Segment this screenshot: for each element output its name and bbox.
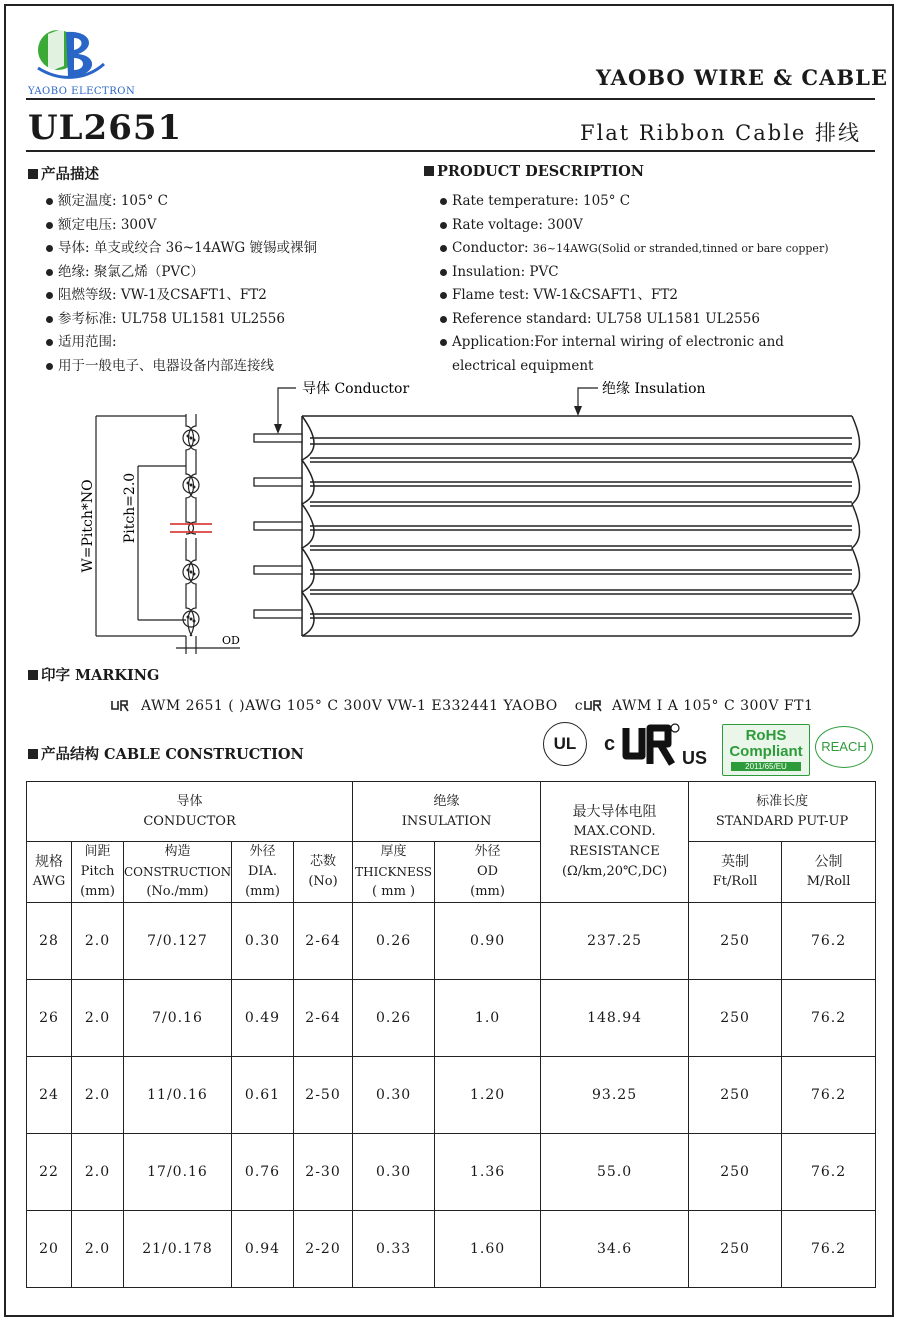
cell-od: 1.36 — [435, 1134, 541, 1211]
insulation-group-en: INSULATION — [401, 813, 492, 829]
square-bullet-icon — [28, 670, 38, 680]
construction-heading-text: 产品结构 CABLE CONSTRUCTION — [41, 746, 304, 763]
en-desc-heading — [424, 163, 644, 180]
cn-desc-text: 额定电压: 300V — [58, 216, 157, 233]
table-row — [27, 903, 876, 980]
cell-m-roll: 76.2 — [782, 1134, 876, 1211]
company-name: YAOBO WIRE & CABLE — [596, 65, 888, 90]
cn-desc-text: 参考标准: UL758 UL1581 UL2556 — [58, 310, 285, 327]
construction-heading — [28, 743, 304, 764]
col-header-m-roll — [782, 842, 876, 903]
bullet-icon — [46, 339, 53, 346]
bullet-icon — [440, 339, 447, 346]
cell-awg: 24 — [27, 1057, 72, 1134]
cell-dia: 0.94 — [232, 1211, 294, 1288]
col-cn: 英制 — [721, 854, 750, 870]
rohs-logo — [722, 724, 810, 776]
col-cn: 公制 — [814, 854, 843, 870]
cell-dia: 0.76 — [232, 1134, 294, 1211]
cn-desc-text: 导体: 单支或绞合 36~14AWG 镀锡或裸铜 — [58, 240, 317, 256]
cn-desc-text: 绝缘: 聚氯乙烯（PVC） — [58, 263, 205, 280]
rohs-compliant-text: Compliant — [729, 743, 803, 760]
cn-desc-item — [46, 331, 317, 355]
cell-pitch: 2.0 — [72, 1134, 124, 1211]
cell-awg: 26 — [27, 980, 72, 1057]
table-row — [27, 1057, 876, 1134]
conductor-group-cn: 导体 — [176, 793, 203, 809]
col-cn: 间距 — [84, 844, 111, 859]
cn-desc-text: 阻燃等级: VW-1及CSAFT1、FT2 — [58, 287, 267, 303]
bullet-icon — [46, 363, 53, 370]
col-header-construction — [124, 842, 232, 903]
break-marks — [170, 524, 212, 532]
col-unit: (mm) — [245, 884, 280, 899]
cn-desc-item — [46, 190, 317, 214]
cn-desc-list — [46, 190, 317, 378]
bullet-icon — [46, 269, 53, 276]
putup-en: STANDARD PUT-UP — [715, 813, 849, 829]
cell-dia: 0.61 — [232, 1057, 294, 1134]
od-label: OD — [222, 634, 240, 647]
col-unit: ( mm ) — [372, 884, 416, 899]
bullet-icon — [46, 292, 53, 299]
cell-thickness: 0.30 — [353, 1057, 435, 1134]
col-cn: 构造 — [164, 844, 191, 859]
bullet-icon — [440, 198, 447, 205]
cell-ft-roll: 250 — [689, 1211, 782, 1288]
cell-m-roll: 76.2 — [782, 980, 876, 1057]
col-header-dia — [232, 842, 294, 903]
cell-thickness: 0.33 — [353, 1211, 435, 1288]
rohs-directive-text: 2011/65/EU — [731, 762, 801, 771]
cell-m-roll: 76.2 — [782, 1211, 876, 1288]
en-desc-list — [440, 190, 829, 378]
col-cn: 芯数 — [310, 854, 337, 869]
col-header-awg — [27, 842, 72, 903]
cell-m-roll: 76.2 — [782, 1057, 876, 1134]
conductor-label: 导体 Conductor — [302, 381, 410, 397]
bullet-icon — [440, 222, 447, 229]
cell-construction: 7/0.127 — [124, 903, 232, 980]
conductor-ends — [254, 434, 302, 618]
en-desc-item — [440, 331, 829, 355]
en-desc-heading-text: PRODUCT DESCRIPTION — [437, 163, 645, 180]
cell-construction: 21/0.178 — [124, 1211, 232, 1288]
cn-desc-text: 用于一般电子、电器设备内部连接线 — [58, 357, 274, 374]
cell-cores: 2-50 — [294, 1057, 353, 1134]
cell-resistance: 148.94 — [541, 980, 689, 1057]
cell-thickness: 0.26 — [353, 980, 435, 1057]
conductor-detail: 36~14AWG(Solid or stranded,tinned or bare copper) — [532, 242, 829, 255]
bullet-icon — [46, 245, 53, 252]
model-number: UL2651 — [28, 108, 183, 148]
col-unit: (mm) — [470, 884, 505, 899]
cell-resistance: 34.6 — [541, 1211, 689, 1288]
square-bullet-icon — [28, 169, 38, 179]
insulation-label: 绝缘 Insulation — [602, 381, 706, 397]
cell-awg: 28 — [27, 903, 72, 980]
cell-pitch: 2.0 — [72, 980, 124, 1057]
col-en: OD — [477, 864, 499, 879]
cn-desc-item — [46, 261, 317, 285]
arrow-icon — [274, 424, 282, 434]
ul-listed-logo — [543, 722, 587, 766]
resistance-en1: MAX.COND. — [573, 824, 656, 839]
bullet-icon — [440, 292, 447, 299]
bullet-icon — [440, 269, 447, 276]
cn-desc-heading — [28, 163, 99, 184]
table-row — [27, 1134, 876, 1211]
cell-resistance: 93.25 — [541, 1057, 689, 1134]
ur-recognized-mark-icon — [110, 699, 136, 713]
bullet-icon — [46, 198, 53, 205]
en-desc-item — [440, 214, 829, 238]
cell-resistance: 55.0 — [541, 1134, 689, 1211]
en-desc-item — [440, 308, 829, 332]
cell-dia: 0.49 — [232, 980, 294, 1057]
en-desc-item — [440, 237, 829, 261]
cell-ft-roll: 250 — [689, 903, 782, 980]
cell-od: 1.20 — [435, 1057, 541, 1134]
col-en: Ft/Roll — [712, 874, 758, 889]
col-en: M/Roll — [806, 874, 851, 889]
col-cn: 厚度 — [380, 844, 407, 859]
construction-table — [26, 781, 876, 1288]
col-en: (No) — [308, 874, 338, 889]
reach-text: REACH — [821, 739, 867, 754]
logo-caption: YAOBO ELECTRON — [28, 86, 136, 97]
marking-c-prefix: c — [574, 698, 584, 714]
cell-cores: 2-64 — [294, 980, 353, 1057]
conductor-group-en: CONDUCTOR — [143, 813, 236, 829]
col-en: DIA. — [247, 864, 278, 879]
cell-od: 1.0 — [435, 980, 541, 1057]
resistance-cn: 最大导体电阻 — [572, 804, 657, 820]
marking-text-c: AWM I A 105° C 300V FT1 — [612, 698, 814, 714]
cru-recognized-logo-icon — [620, 722, 680, 770]
resistance-en2: RESISTANCE — [569, 844, 660, 859]
col-en: Pitch — [80, 864, 115, 879]
header-rule-top — [26, 98, 875, 100]
strand-dots — [187, 435, 196, 623]
bullet-icon — [440, 316, 447, 323]
putup-cn: 标准长度 — [756, 793, 809, 809]
marking-heading-text: 印字 MARKING — [41, 667, 160, 684]
arrow-icon — [574, 406, 582, 416]
en-desc-text: Reference standard: UL758 UL1581 UL2556 — [452, 310, 760, 327]
cell-od: 1.60 — [435, 1211, 541, 1288]
col-header-od — [435, 842, 541, 903]
reach-logo — [815, 726, 873, 768]
table-group-header — [27, 782, 876, 842]
cell-awg: 20 — [27, 1211, 72, 1288]
cn-desc-item — [46, 214, 317, 238]
putup-group-header — [689, 782, 876, 842]
cell-thickness: 0.26 — [353, 903, 435, 980]
en-desc-text: Rate voltage: 300V — [452, 216, 583, 233]
cell-cores: 2-20 — [294, 1211, 353, 1288]
cell-pitch: 2.0 — [72, 903, 124, 980]
cn-desc-item — [46, 237, 317, 261]
cn-desc-text: 适用范围: — [58, 334, 117, 350]
cell-ft-roll: 250 — [689, 1057, 782, 1134]
col-header-ft-roll — [689, 842, 782, 903]
cell-pitch: 2.0 — [72, 1057, 124, 1134]
cell-resistance: 237.25 — [541, 903, 689, 980]
col-header-pitch — [72, 842, 124, 903]
table-row — [27, 980, 876, 1057]
cell-construction: 17/0.16 — [124, 1134, 232, 1211]
cell-awg: 22 — [27, 1134, 72, 1211]
col-header-thickness — [353, 842, 435, 903]
cn-desc-item — [46, 355, 317, 379]
cell-cores: 2-30 — [294, 1134, 353, 1211]
insulation-group-header — [353, 782, 541, 842]
en-desc-item — [440, 284, 829, 308]
width-label: W=Pitch*NO — [80, 479, 96, 573]
header-rule-bottom — [26, 150, 875, 152]
cell-construction: 11/0.16 — [124, 1057, 232, 1134]
resistance-header — [541, 782, 689, 903]
en-desc-text: Application:For internal wiring of electronic and — [452, 334, 784, 350]
col-en: THICKNESS — [355, 865, 432, 879]
ul-logo-text: UL — [553, 734, 577, 753]
cn-desc-item — [46, 308, 317, 332]
en-desc-text: Flame test: VW-1&CSAFT1、FT2 — [452, 287, 678, 303]
bullet-icon — [440, 245, 447, 252]
cable-diagram — [0, 378, 900, 658]
cell-thickness: 0.30 — [353, 1134, 435, 1211]
ur-recognized-mark-icon — [583, 699, 607, 713]
en-desc-item — [440, 261, 829, 285]
flat-cable-drawing — [302, 416, 860, 636]
en-desc-item — [440, 190, 829, 214]
cell-dia: 0.30 — [232, 903, 294, 980]
cn-desc-item — [46, 284, 317, 308]
ul-c-text: c — [604, 733, 616, 755]
bullet-icon — [46, 222, 53, 229]
cell-pitch: 2.0 — [72, 1211, 124, 1288]
square-bullet-icon — [28, 749, 38, 759]
col-cn: 外径 — [474, 844, 501, 859]
cross-section-drawing — [96, 414, 240, 654]
col-cn: 外径 — [249, 844, 276, 859]
en-desc-text: Insulation: PVC — [452, 263, 559, 280]
col-en: CONSTRUCTION — [124, 865, 232, 879]
col-unit: (mm) — [80, 884, 115, 899]
cell-ft-roll: 250 — [689, 1134, 782, 1211]
cell-ft-roll: 250 — [689, 980, 782, 1057]
en-desc-item — [440, 355, 829, 379]
table-column-header — [27, 842, 876, 903]
cn-desc-text: 额定温度: 105° C — [58, 193, 168, 209]
product-subtitle: Flat Ribbon Cable 排线 — [580, 121, 862, 145]
cell-od: 0.90 — [435, 903, 541, 980]
conductor-group-header — [27, 782, 353, 842]
table-row — [27, 1211, 876, 1288]
cn-desc-heading-text: 产品描述 — [41, 166, 99, 183]
en-desc-text: Conductor: — [452, 240, 533, 256]
marking-line — [110, 698, 813, 714]
resistance-unit: (Ω/km,20℃,DC) — [561, 864, 668, 879]
bullet-icon — [46, 316, 53, 323]
insulation-group-cn: 绝缘 — [433, 793, 460, 809]
marking-heading — [28, 664, 159, 685]
col-en: AWG — [32, 874, 66, 889]
pitch-label: Pitch=2.0 — [122, 472, 138, 544]
cell-cores: 2-64 — [294, 903, 353, 980]
ul-us-text: US — [682, 748, 708, 768]
col-cn: 规格 — [35, 854, 63, 870]
cell-construction: 7/0.16 — [124, 980, 232, 1057]
square-bullet-icon — [424, 166, 434, 176]
cell-m-roll: 76.2 — [782, 903, 876, 980]
yaobo-logo-icon — [30, 20, 110, 88]
rohs-text: RoHS — [745, 727, 787, 744]
col-header-cores — [294, 842, 353, 903]
en-desc-text: electrical equipment — [452, 357, 594, 374]
en-desc-text: Rate temperature: 105° C — [452, 193, 631, 209]
marking-text-us: AWM 2651 ( )AWG 105° C 300V VW-1 E332441 YAOBO — [140, 698, 558, 714]
col-unit: (No./mm) — [146, 884, 209, 899]
